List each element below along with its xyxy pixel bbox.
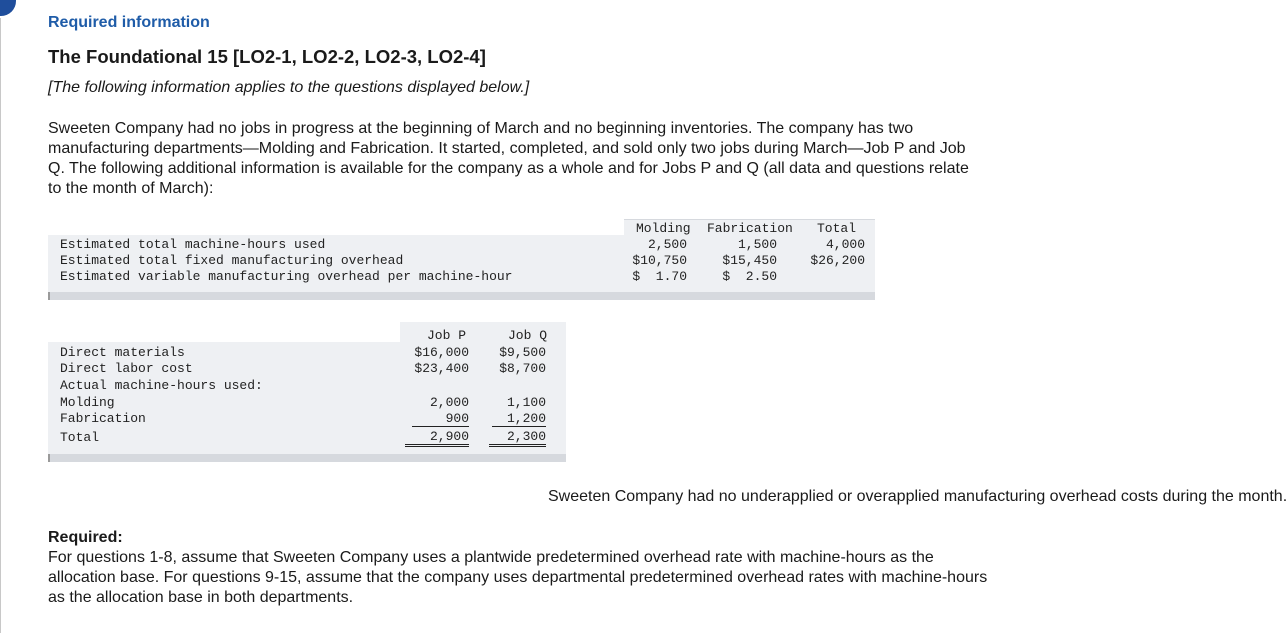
cell-job-p: 2,900 — [405, 429, 469, 447]
row-label: Estimated total fixed manufacturing overhead — [60, 253, 404, 268]
cell-molding: $ 1.70 — [632, 269, 687, 284]
table-footer-bar — [48, 454, 566, 462]
col-header-job-p: Job P — [427, 328, 467, 343]
left-border — [0, 18, 1, 633]
cell-fabrication: $15,450 — [722, 253, 777, 268]
cell-job-q: 1,100 — [506, 395, 546, 410]
page-title: The Foundational 15 [LO2-1, LO2-2, LO2-3, LO2-4] — [48, 46, 486, 67]
cell-job-q: 1,200 — [492, 411, 546, 427]
required-text: For questions 1-8, assume that Sweeten Company uses a plantwide predetermined overhead rate with machine-hours as the allocation base. For questions 9-15, assume that the company uses departmental predetermined overhead rates with machine-hours as the allocation base in both departments. — [48, 549, 988, 606]
cell-molding: 2,500 — [647, 237, 687, 252]
cell-molding: $10,750 — [632, 253, 687, 268]
corner-badge — [0, 0, 16, 16]
cell-fabrication: $ 2.50 — [722, 269, 777, 284]
cell-job-q: $8,700 — [499, 361, 546, 376]
col-header-total: Total — [817, 221, 857, 236]
row-label: Actual machine-hours used: — [60, 378, 263, 393]
table-header-blank — [48, 219, 624, 235]
cell-job-p: $23,400 — [414, 361, 469, 376]
row-label: Fabrication — [60, 411, 146, 426]
required-information-heading: Required information — [48, 14, 210, 31]
col-header-job-q: Job Q — [508, 328, 548, 343]
cell-job-q: $9,500 — [499, 345, 546, 360]
row-label: Molding — [60, 395, 115, 410]
cell-job-p: 900 — [412, 411, 469, 427]
intro-paragraph: Sweeten Company had no jobs in progress at the beginning of March and no beginning inventories. The company has two manufacturing departments—Molding and Fabrication. It started, completed, and sold only two jobs during March—Job P and Job Q. The following additional information is available for the company as a whole and for Jobs P and Q (all data and questions relate to the month of March): — [48, 120, 969, 197]
cell-job-p: 2,000 — [429, 395, 469, 410]
col-header-molding: Molding — [636, 221, 691, 236]
row-label: Estimated variable manufacturing overhead per machine-hour — [60, 269, 513, 284]
row-label: Total — [60, 430, 100, 445]
cell-job-p: $16,000 — [414, 345, 469, 360]
row-label: Estimated total machine-hours used — [60, 237, 326, 252]
page-subtitle: [The following information applies to the questions displayed below.] — [48, 79, 530, 96]
table-header-blank — [48, 322, 400, 342]
cell-fabrication: 1,500 — [737, 237, 777, 252]
row-label: Direct labor cost — [60, 361, 193, 376]
required-label: Required: — [48, 529, 123, 546]
cell-total: 4,000 — [825, 237, 865, 252]
col-header-fabrication: Fabrication — [707, 221, 793, 236]
table-footer-bar — [48, 292, 875, 300]
overhead-sentence: Sweeten Company had no underapplied or overapplied manufacturing overhead costs during the month. — [548, 488, 1287, 505]
cell-job-q: 2,300 — [489, 429, 546, 447]
row-label: Direct materials — [60, 345, 185, 360]
cell-total: $26,200 — [810, 253, 865, 268]
